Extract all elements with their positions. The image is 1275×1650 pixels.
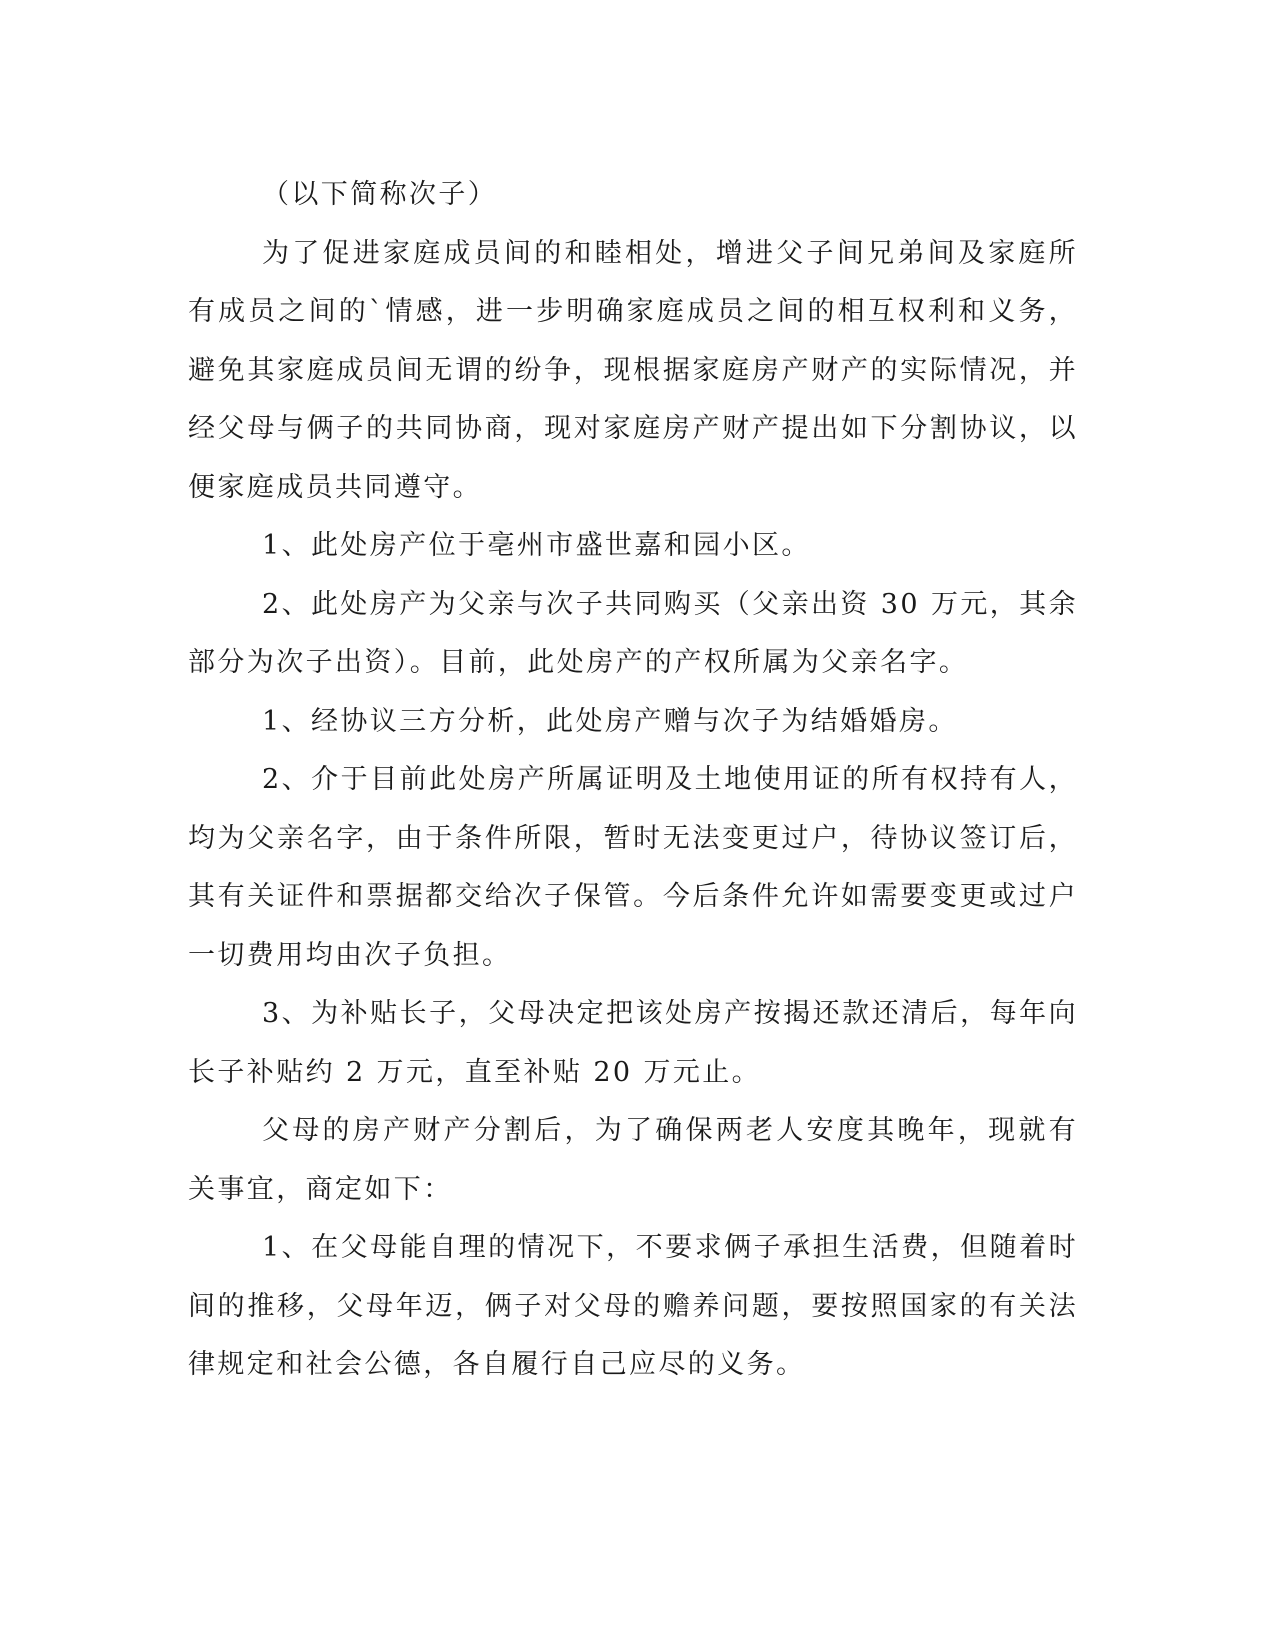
paragraph-gift-clause: 1、经协议三方分析，此处房产赠与次子为结婚婚房。 [262,705,958,737]
paragraph-elderly-care-clause: 1、在父母能自理的情况下，不要求俩子承担生活费，但随着时间的推移，父母年迈，俩子对父母的赡养问题，要按照国家的有关法律规定和社会公德，各自履行自己应尽的义务。 [188,1232,1078,1380]
paragraph-elderly-care-intro: 父母的房产财产分割后，为了确保两老人安度其晚年，现就有关事宜，商定如下： [188,1115,1078,1205]
paragraph-purpose: 为了促进家庭成员间的和睦相处，增进父子间兄弟间及家庭所有成员之间的`情感，进一步明确家庭成员之间的相互权利和义务，避免其家庭成员间无谓的纷争，现根据家庭房产财产的实际情况，并经父母与俩子的共同协商，现对家庭房产财产提出如下分割协议，以便家庭成员共同遵守。 [188,237,1078,503]
paragraph-intro-note: （以下简称次子） [262,179,498,210]
paragraph-property-purchase: 2、此处房产为父亲与次子共同购买（父亲出资 30 万元，其余部分为次子出资）。目前，此处房产的产权所属为父亲名字。 [188,588,1078,678]
paragraph-subsidy-clause: 3、为补贴长子，父母决定把该处房产按揭还款还清后，每年向长子补贴约 2 万元，直至补贴 20 万元止。 [188,998,1078,1088]
document-body [188,166,1078,1395]
paragraph-property-location: 1、此处房产位于亳州市盛世嘉和园小区。 [262,530,811,561]
paragraph-ownership-clause: 2、介于目前此处房产所属证明及土地使用证的所有权持有人，均为父亲名字，由于条件所限，暂时无法变更过户，待协议签订后，其有关证件和票据都交给次子保管。今后条件允许如需要变更或过户一切费用均由次子负担。 [188,764,1078,971]
